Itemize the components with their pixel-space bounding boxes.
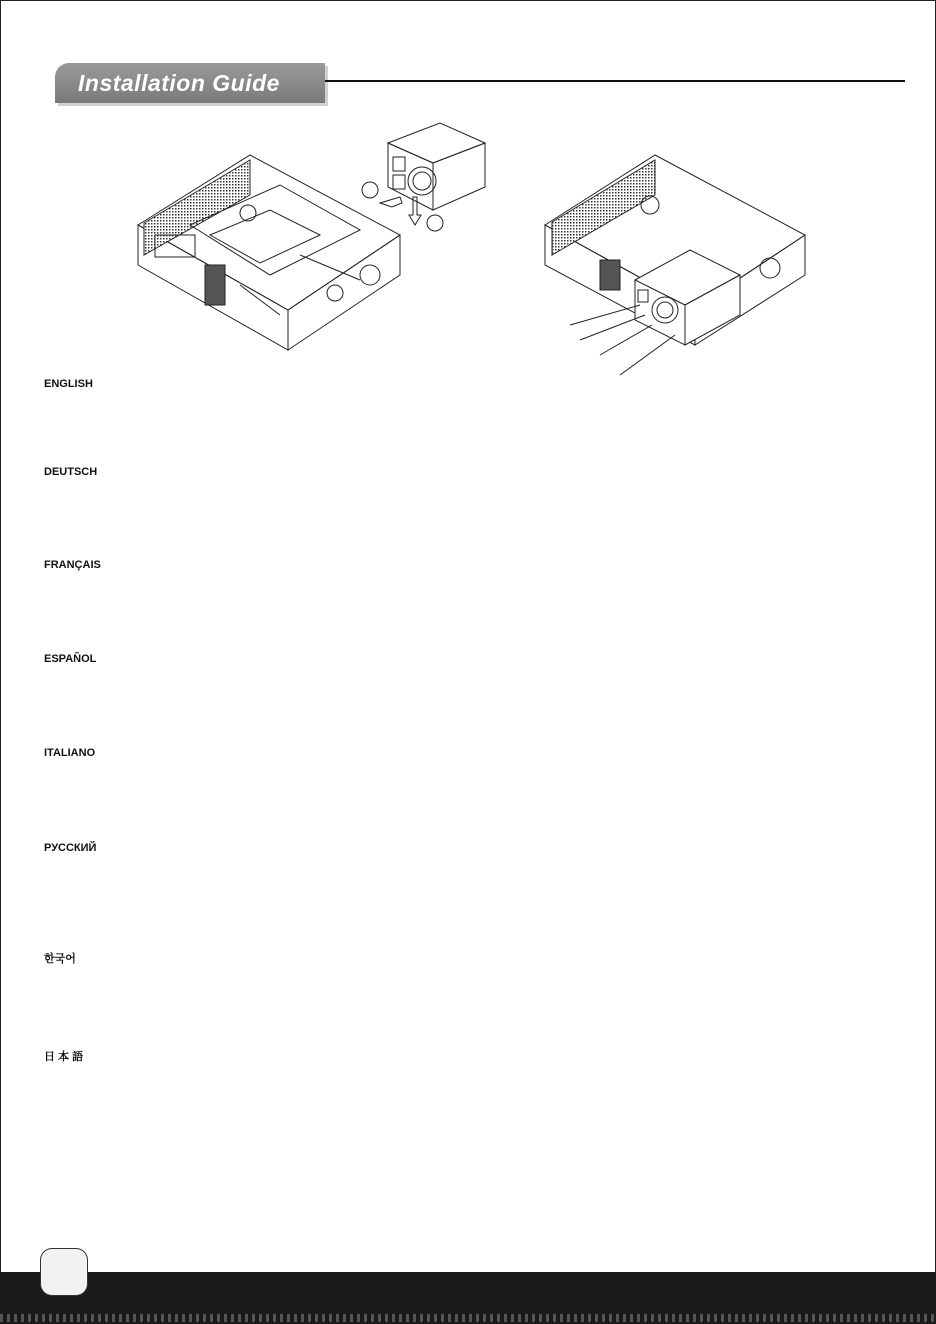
lang-label-deutsch: DEUTSCH xyxy=(44,466,98,478)
figure-chassis-psu-insert xyxy=(130,115,510,355)
lang-label-japanese: 日 本 語 xyxy=(44,1051,84,1063)
footer-pattern xyxy=(0,1314,936,1322)
page-title: Installation Guide xyxy=(78,70,280,96)
lang-label-italiano: ITALIANO xyxy=(44,747,96,759)
lang-label-espanol: ESPAÑOL xyxy=(44,653,97,665)
lang-label-english: ENGLISH xyxy=(44,378,93,390)
lang-label-korean: 한국어 xyxy=(44,953,76,965)
header-rule xyxy=(325,80,905,82)
lang-label-russian: РУССКИЙ xyxy=(44,842,97,854)
figure-chassis-psu-installed xyxy=(540,150,820,385)
page-number-box xyxy=(40,1248,88,1296)
lang-label-francais: FRANÇAIS xyxy=(44,559,101,571)
